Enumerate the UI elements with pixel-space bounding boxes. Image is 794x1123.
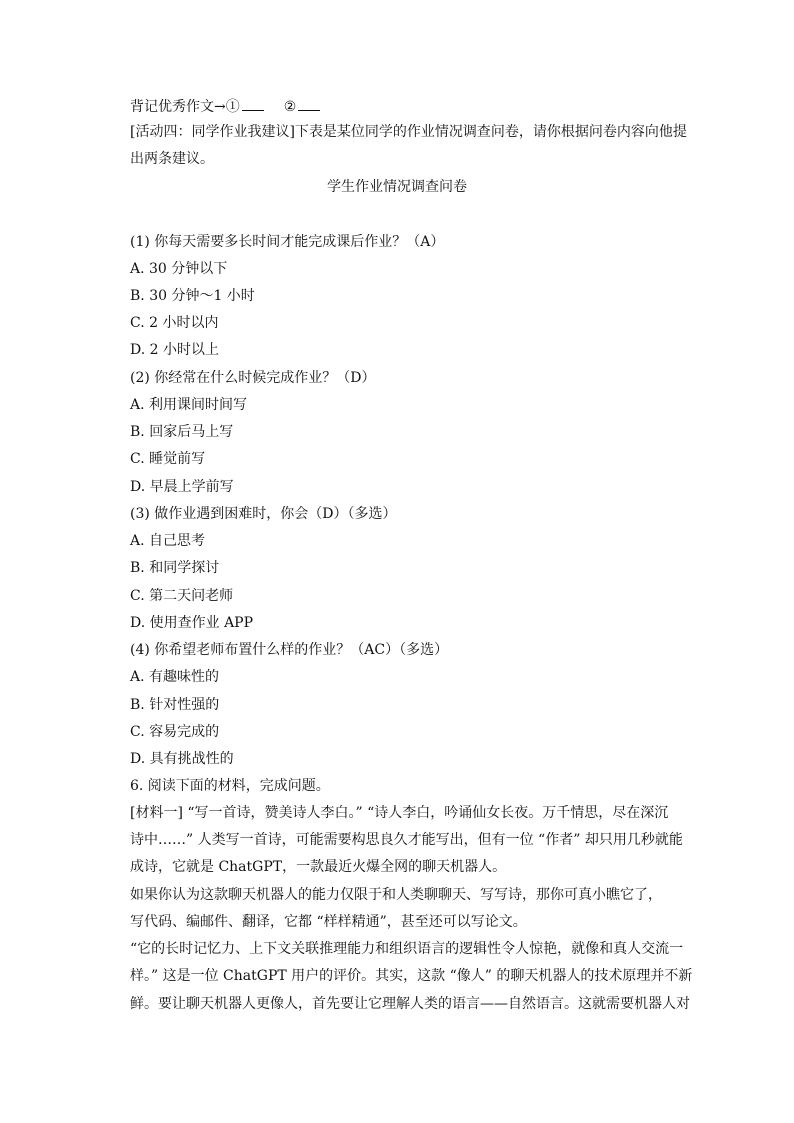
survey-title: 学生作业情况调查问卷: [327, 179, 467, 195]
question-4-option-b: B. 针对性强的: [130, 697, 220, 713]
question-1-stem: (1) 你每天需要多长时间才能完成课后作业？（A）: [130, 234, 445, 250]
question-2-stem: (2) 你经常在什么时候完成作业？（D）: [130, 370, 376, 386]
material-line-7: 样。” 这是一位 ChatGPT 用户的评价。其实，这款 “像人” 的聊天机器人的技术原理并不新: [130, 968, 693, 984]
blank-1: [242, 96, 264, 111]
question-3-option-d: D. 使用查作业 APP: [130, 615, 254, 631]
question-1-option-a: A. 30 分钟以下: [130, 261, 228, 277]
memorize-text: 背记优秀作文→①: [130, 99, 240, 115]
question-4-option-c: C. 容易完成的: [130, 724, 220, 740]
blank-2: [298, 96, 320, 111]
memorize-second-marker: ②: [283, 99, 297, 115]
question-1-option-b: B. 30 分钟～1 小时: [130, 288, 255, 304]
question-2-option-b: B. 回家后马上写: [130, 424, 234, 440]
question-2-option-c: C. 睡觉前写: [130, 451, 206, 467]
material-line-2: 诗中……” 人类写一首诗，可能需要构思良久才能写出，但有一位 “作者” 却只用几秒就能: [130, 832, 683, 848]
activity4-line2: 出两条建议。: [130, 151, 214, 167]
question-2-option-a: A. 利用课间时间写: [130, 397, 248, 413]
question-4-option-d: D. 具有挑战性的: [130, 751, 234, 767]
question-2-option-d: D. 早晨上学前写: [130, 479, 234, 495]
question-1-option-c: C. 2 小时以内: [130, 315, 219, 331]
material-line-8: 鲜。要让聊天机器人更像人，首先要让它理解人类的语言——自然语言。这就需要机器人对: [130, 996, 690, 1012]
question-3-stem: (3) 做作业遇到困难时，你会（D）（多选）: [130, 506, 397, 522]
question-1-option-d: D. 2 小时以上: [130, 342, 219, 358]
question-4-stem: (4) 你希望老师布置什么样的作业？（AC）（多选）: [130, 642, 449, 658]
material-line-4: 如果你认为这款聊天机器人的能力仅限于和人类聊聊天、写写诗，那你可真小瞧它了，: [130, 887, 662, 903]
material-line-3: 成诗，它就是 ChatGPT，一款最近火爆全网的聊天机器人。: [130, 859, 507, 875]
activity4-line1: [活动四：同学作业我建议]下表是某位同学的作业情况调查问卷，请你根据问卷内容向他提: [130, 124, 687, 140]
question-3-option-b: B. 和同学探讨: [130, 560, 220, 576]
question-6-stem: 6. 阅读下面的材料，完成问题。: [130, 778, 330, 794]
memorize-line: [130, 96, 690, 116]
material-line-1: [材料一] “写一首诗，赞美诗人李白。” “诗人李白，吟诵仙女长夜。万千情思，尽在深沉: [130, 805, 669, 821]
question-4-option-a: A. 有趣味性的: [130, 669, 220, 685]
material-line-5: 写代码、编邮件、翻译，它都 “样样精通”，甚至还可以写论文。: [130, 914, 527, 930]
question-3-option-a: A. 自己思考: [130, 533, 206, 549]
question-3-option-c: C. 第二天问老师: [130, 588, 234, 604]
material-line-6: “它的长时记忆力、上下文关联推理能力和组织语言的逻辑性令人惊艳，就像和真人交流一: [130, 941, 684, 957]
